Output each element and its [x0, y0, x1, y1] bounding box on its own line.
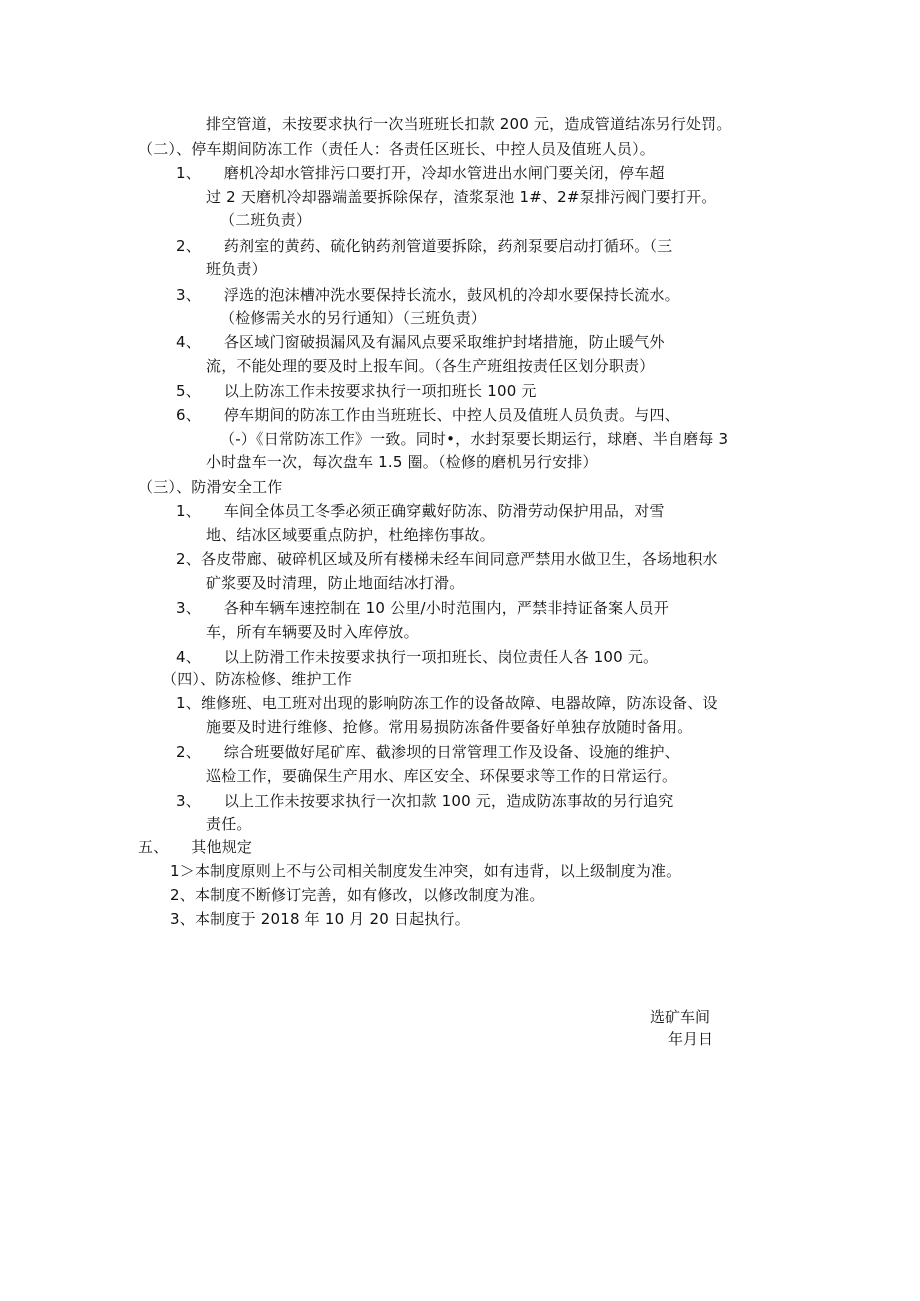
- text-line: 地、结冰区域要重点防护，杜绝摔伤事故。: [206, 526, 495, 544]
- text-line: 巡检工作，要确保生产用水、库区安全、环保要求等工作的日常运行。: [206, 767, 678, 785]
- section-heading-4: （四）、防冻检修、维护工作: [162, 670, 353, 688]
- list-item: 4、 以上防滑工作未按要求执行一项扣班长、岗位责任人各 100 元。: [176, 648, 659, 666]
- text-line: 责任。: [206, 815, 252, 833]
- text-line: 流，不能处理的要及时上报车间。（各生产班组按责任区划分职责）: [206, 357, 655, 375]
- list-item: 2、 综合班要做好尾矿库、截渗坝的日常管理工作及设备、设施的维护、: [176, 743, 680, 761]
- list-item: 5、 以上防冻工作未按要求执行一项扣班长 100 元: [176, 382, 537, 400]
- signature-department: 选矿车间: [650, 1008, 711, 1026]
- list-item: 4、 各区域门窗破损漏风及有漏风点要采取维护封堵措施，防止暖气外: [176, 333, 665, 351]
- text-line: 矿浆要及时清理，防止地面结冰打滑。: [206, 574, 465, 592]
- list-item: 1、 车间全体员工冬季必须正确穿戴好防冻、防滑劳动保护用品，对雪: [176, 502, 665, 520]
- text-line: 排空管道，未按要求执行一次当班班长扣款 200 元，造成管道结冻另行处罚。: [206, 115, 732, 133]
- list-item: 2、 药剂室的黄药、硫化钠药剂管道要拆除，药剂泵要启动打循环。（三: [176, 237, 673, 255]
- list-item: 2、各皮带廊、破碎机区域及所有楼梯未经车间同意严禁用水做卫生，各场地积水: [176, 550, 718, 568]
- list-item: 1、维修班、电工班对出现的影响防冻工作的设备故障、电器故障，防冻设备、设: [176, 694, 718, 712]
- text-line: 小时盘车一次，每次盘车 1.5 圈。（检修的磨机另行安排）: [206, 453, 598, 471]
- section-heading-3: （三）、防滑安全工作: [138, 478, 283, 496]
- text-line: 过 2 天磨机冷却器端盖要拆除保存，渣浆泵池 1#、2#泵排污阀门要打开。: [206, 188, 717, 206]
- list-item: 1＞本制度原则上不与公司相关制度发生冲突，如有违背，以上级制度为准。: [170, 862, 682, 880]
- list-item: 3、 各种车辆车速控制在 10 公里/小时范围内，严禁非持证备案人员开: [176, 599, 669, 617]
- section-heading-5: 五、 其他规定: [138, 838, 253, 856]
- text-line: 车，所有车辆要及时入库停放。: [206, 623, 419, 641]
- list-item: 3、 以上工作未按要求执行一次扣款 100 元，造成防冻事故的另行追究: [176, 792, 674, 810]
- section-heading-2: （二）、停车期间防冻工作（责任人：各责任区班长、中控人员及值班人员）。: [138, 140, 656, 158]
- text-line: 班负责）: [206, 260, 267, 278]
- list-item: 6、 停车期间的防冻工作由当班班长、中控人员及值班人员负责。与四、: [176, 406, 680, 424]
- text-line: （检修需关水的另行通知）（三班负责）: [220, 309, 487, 327]
- list-item: 1、 磨机冷却水管排污口要打开，冷却水管进出水闸门要关闭，停车超: [176, 164, 665, 182]
- list-item: 2、本制度不断修订完善，如有修改，以修改制度为准。: [170, 886, 545, 904]
- list-item: 3、本制度于 2018 年 10 月 20 日起执行。: [170, 910, 470, 928]
- text-line: （-）《日常防冻工作》一致。同时•，水封泵要长期运行，球磨、半自磨每 3: [220, 430, 729, 448]
- signature-date: 年月日: [668, 1030, 714, 1048]
- text-line: 施要及时进行维修、抢修。常用易损防冻备件要备好单独存放随时备用。: [206, 718, 693, 736]
- text-line: （二班负责）: [220, 211, 312, 229]
- list-item: 3、 浮选的泡沫槽冲洗水要保持长流水，鼓风机的冷却水要保持长流水。: [176, 286, 680, 304]
